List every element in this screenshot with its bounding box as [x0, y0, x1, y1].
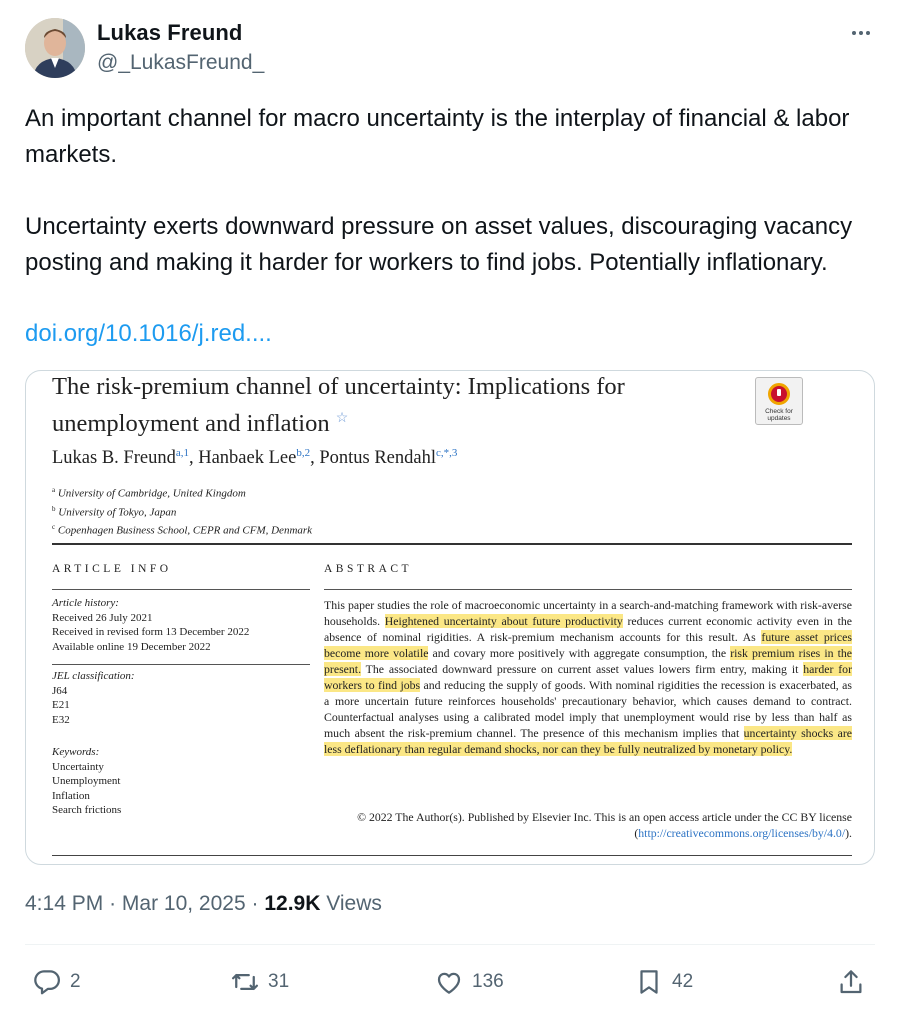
tweet-date[interactable]: Mar 10, 2025 — [121, 892, 246, 915]
divider — [324, 589, 852, 590]
divider — [25, 944, 875, 945]
avatar[interactable] — [25, 18, 85, 78]
highlight: risk premium rises in the present. — [324, 646, 853, 676]
highlight: harder for workers to find jobs — [324, 662, 852, 692]
repost-count: 31 — [268, 971, 290, 992]
bookmark-button[interactable] — [634, 964, 693, 1000]
divider — [52, 664, 310, 665]
reply-icon — [32, 967, 62, 997]
doi-link[interactable]: doi.org/10.1016/j.red.... — [25, 320, 272, 347]
highlight: Heightened uncertainty about future productivity — [384, 614, 623, 628]
tweet-time[interactable]: 4:14 PM — [25, 892, 104, 915]
check-for-updates-badge: Check for updates — [755, 377, 803, 425]
paper-title: The risk-premium channel of uncertainty: Implications for unemployment and inflation ☆ — [52, 373, 625, 438]
like-count: 136 — [472, 971, 504, 992]
article-info-heading: ARTICLE INFO — [52, 563, 172, 575]
abstract-text: This paper studies the role of macroeconomic uncertainty in a search-and-matching framework with risk-averse households. Heightened uncertainty about future productivity reduces current economic activity even in the absence of nominal rigidities. A risk-premium mechanism accounts for this result. As future asset prices become more volatile and covary more positively with aggregate consumption, the risk premium rises in the present. The associated downward pressure on current asset values lowers firm entry, making it harder for workers to find jobs and reducing the supply of goods. With nominal rigidities the recession is exacerbated, as a more uncertain future reinforces households' precautionary behavior, which causes demand to contract. Counterfactual analyses using a calibrated model imply that unemployment would rise by less than half as much absent the risk-premium channel. The presence of this mechanism implies that uncertainty shocks are less deflationary than regular demand shocks, nor can they be fully neutralized by monetary policy. — [324, 598, 853, 756]
reply-button[interactable] — [32, 964, 81, 1000]
highlight: future asset prices become more volatile — [324, 630, 852, 660]
divider — [52, 543, 852, 545]
repost-icon — [230, 967, 260, 997]
divider — [52, 589, 310, 590]
jel-classification: JEL classification: J64 E21 E32 — [52, 670, 135, 726]
check-updates-icon — [768, 383, 790, 405]
paper-authors: Lukas B. Freund$^{a,1}$, Hanbaek Lee$^{b,2}$, Pontus Rendahl$^{c,*,3}$ — [52, 447, 458, 469]
keywords: Keywords: Uncertainty Unemployment Inflation Search frictions — [52, 746, 122, 816]
paper-affiliations: $^a$ University of Cambridge, United Kingdom $^b$ University of Tokyo, Japan $^c$ Copenhagen Business School, CEPR and CFM, Denmark — [52, 486, 313, 537]
highlight: uncertainty shocks are less deflationary than regular demand shocks, nor can they be fully neutralized by monetary policy. — [324, 726, 852, 756]
tweet-paragraph: Uncertainty exerts downward pressure on asset values, discouraging vacancy posting and making it harder for workers to find jobs. Potentially inflationary. — [25, 213, 853, 276]
article-history: Article history: Received 26 July 2021 Received in revised form 13 December 2022 Available online 19 December 2022 — [52, 597, 250, 653]
like-icon — [434, 967, 464, 997]
tweet-meta: 4:14 PM · Mar 10, 2025 · 12.9K Views — [25, 892, 382, 915]
like-button[interactable] — [434, 964, 504, 1000]
author-handle[interactable]: @_LukasFreund_ — [97, 51, 265, 74]
bookmark-icon — [634, 967, 664, 997]
tweet-image[interactable] — [25, 370, 875, 865]
abstract-heading: ABSTRACT — [324, 563, 413, 575]
divider — [52, 855, 852, 856]
repost-button[interactable] — [230, 964, 289, 1000]
reply-count: 2 — [70, 971, 81, 992]
author-name[interactable]: Lukas Freund — [97, 20, 243, 45]
share-button[interactable] — [836, 964, 866, 1000]
tweet-paragraph: An important channel for macro uncertainty is the interplay of financial & labor markets. — [25, 105, 850, 168]
copyright-notice: © 2022 The Author(s). Published by Elsevier Inc. This is an open access article under the CC BY license (http://creativecommons.org/licenses/by/4.0/). — [357, 810, 852, 840]
share-icon — [836, 967, 866, 997]
more-icon[interactable] — [846, 22, 876, 44]
views-label: Views — [326, 892, 382, 915]
views-count: 12.9K — [264, 892, 321, 915]
tweet-text — [25, 101, 880, 281]
license-link: http://creativecommons.org/licenses/by/4.0/ — [638, 826, 846, 840]
bookmark-count: 42 — [672, 971, 694, 992]
